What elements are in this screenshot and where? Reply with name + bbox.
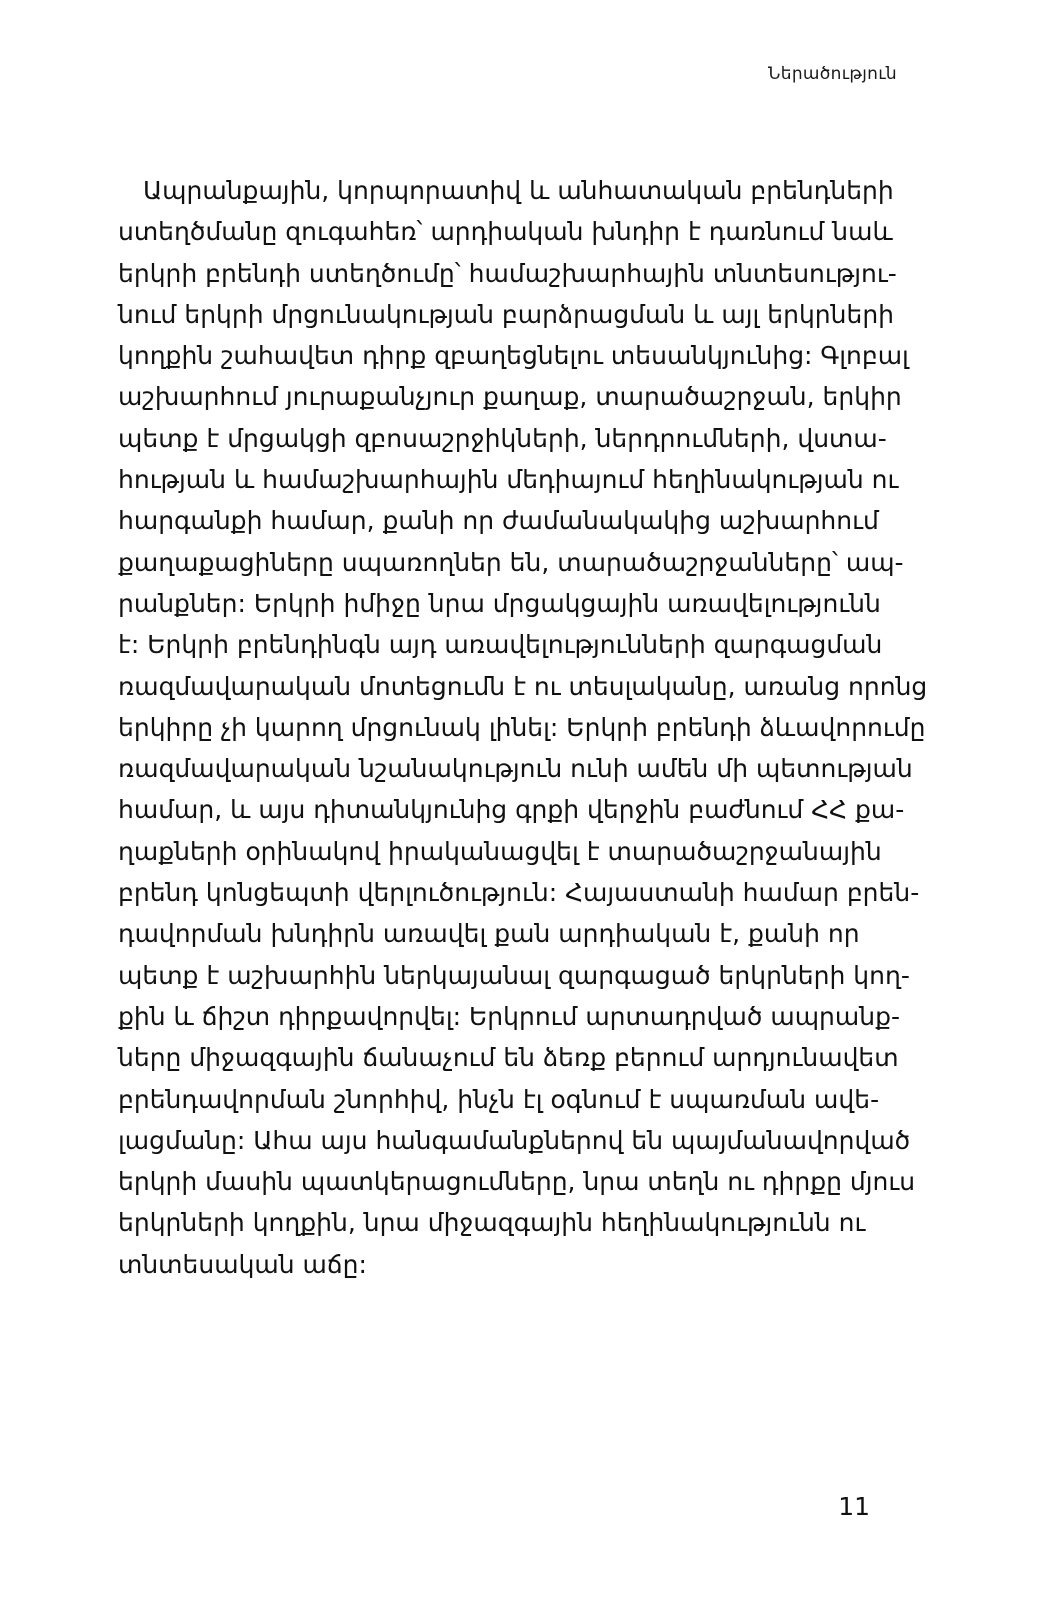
paragraph-line: կողքին շահավետ դիրք զբաղեցնելու տեսանկյունից: Գլոբալ [118,341,909,371]
paragraph-line: երկրների կողքին, նրա միջազգային հեղինակությունն ու [118,1208,866,1238]
paragraph-line: պետք է մրցակցի զբոսաշրջիկների, ներդրումների, վստա- [118,423,887,453]
paragraph-line: ները միջազգային ճանաչում են ձեռք բերում արդյունավետ [118,1043,899,1073]
paragraph-line: համար, և այս դիտանկյունից գրքի վերջին բաժնում ՀՀ քա- [118,795,905,825]
paragraph-line: լացմանը: Ահա այս հանգամանքներով են պայմանավորված [118,1125,911,1155]
paragraph-line: ստեղծմանը զուգահեռ՝ արդիական խնդիր է դառնում նաև [118,217,893,247]
paragraph-line: աշխարհում յուրաքանչյուր քաղաք, տարածաշրջան, երկիր [118,382,902,412]
page-number: 11 [838,1492,870,1521]
paragraph-line: է: Երկրի բրենդինգն այդ առավելությունների զարգացման [118,630,883,660]
paragraph-line: ռազմավարական նշանակություն ունի ամեն մի պետության [118,754,913,784]
paragraph-line: պետք է աշխարհին ներկայանալ զարգացած երկրների կող- [118,960,910,990]
paragraph-line: երկրի բրենդի ստեղծումը՝ համաշխարհային տնտեսությու- [118,258,897,288]
paragraph-line: բրենդ կոնցեպտի վերլուծություն: Հայաստանի համար բրեն- [118,878,920,908]
paragraph-line: Ապրանքային, կորպորատիվ և անհատական բրենդների [143,176,894,205]
paragraph-line: հարգանքի համար, քանի որ ժամանակակից աշխարհում [118,506,879,536]
paragraph-line: ռազմավարական մոտեցումն է ու տեսլականը, առանց որոնց [118,671,928,701]
paragraph-line: նում երկրի մրցունակության բարձրացման և այլ երկրների [118,299,895,329]
paragraph-line: երկրի մասին պատկերացումները, նրա տեղն ու դիրքը մյուս [118,1167,916,1197]
running-header: Ներածություն [768,64,897,84]
body-paragraph [118,170,928,1285]
paragraph-line: բրենդավորման շնորհիվ, ինչն էլ օգնում է սպառման ավե- [118,1084,880,1114]
paragraph-line: ղաքների օրինակով իրականացվել է տարածաշրջանային [118,836,882,866]
paragraph-line: քին և ճիշտ դիրքավորվել: Երկրում արտադրված ապրանք- [118,1001,901,1031]
paragraph-line: րանքներ: Երկրի իմիջը նրա մրցակցային առավելությունն [118,588,881,618]
paragraph-line: քաղաքացիները սպառողներ են, տարածաշրջանները՝ ապ- [118,547,904,577]
paragraph-line: երկիրը չի կարող մրցունակ լինել: Երկրի բրենդի ձևավորումը [118,712,926,742]
paragraph-line: դավորման խնդիրն առավել քան արդիական է, քանի որ [118,919,860,949]
paragraph-line: տնտեսական աճը: [118,1249,367,1279]
paragraph-line: հության և համաշխարհային մեդիայում հեղինակության ու [118,465,899,495]
